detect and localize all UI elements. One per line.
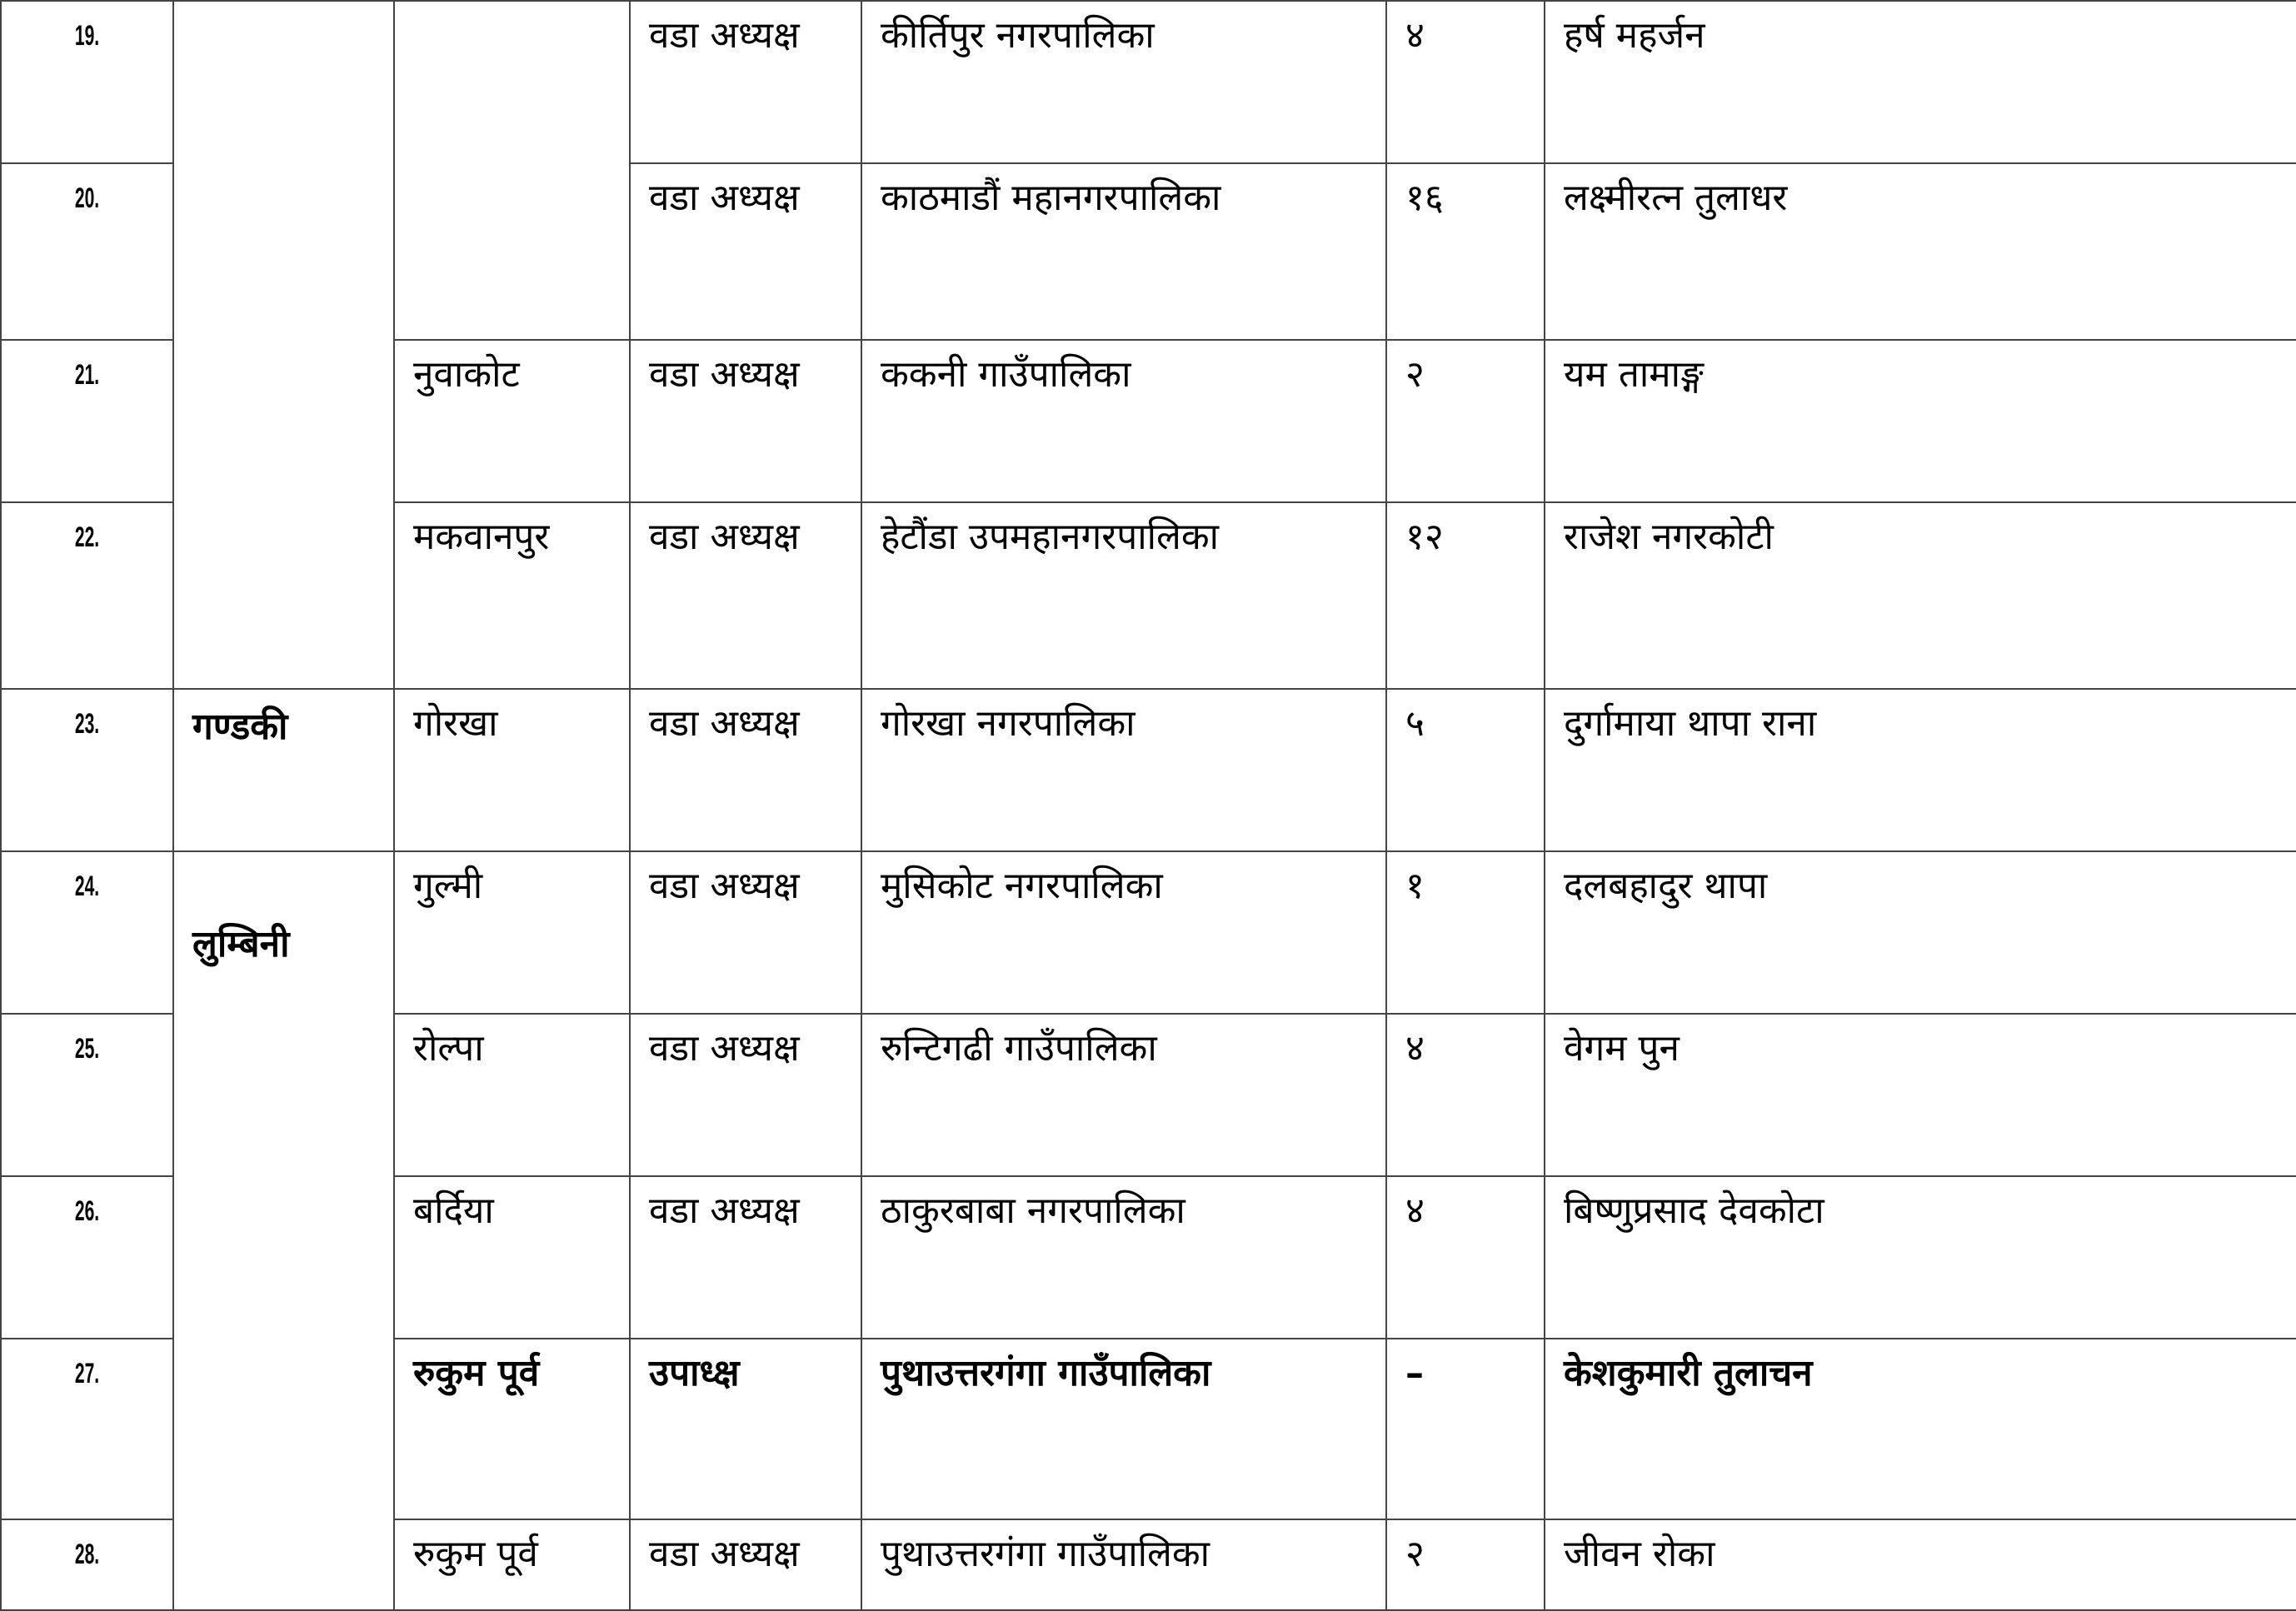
person-name: वेगम पुन	[1564, 1027, 1680, 1070]
ward: १६	[1405, 177, 1444, 219]
local-level: ठाकुरबाबा नगरपालिका	[881, 1190, 1185, 1232]
district: रुकुम पूर्व	[413, 1533, 538, 1575]
district-cell	[394, 689, 630, 851]
person-name: दलबहादुर थापा	[1564, 865, 1768, 907]
post-cell	[630, 502, 861, 689]
serial-cell	[1, 1, 173, 163]
post-cell	[630, 1014, 861, 1176]
local-level-cell	[861, 851, 1386, 1014]
serial-cell	[1, 163, 173, 340]
name-cell	[1545, 1014, 2296, 1176]
post-cell	[630, 689, 861, 851]
name-cell	[1545, 163, 2296, 340]
post: वडा अध्यक्ष	[649, 1027, 800, 1070]
serial-number: 26.	[74, 1195, 100, 1227]
post: वडा अध्यक्ष	[649, 1533, 800, 1575]
name-cell	[1545, 1339, 2296, 1519]
district-cell	[394, 1339, 630, 1519]
province: गण्डकी	[192, 706, 288, 748]
serial-number: 20.	[74, 182, 100, 214]
name-cell	[1545, 1519, 2296, 1610]
local-level-cell	[861, 502, 1386, 689]
local-level: ककनी गाउँपालिका	[881, 353, 1131, 396]
person-name: राजेश नगरकोटी	[1564, 516, 1774, 558]
person-name: केशकुमारी तुलाचन	[1564, 1352, 1813, 1394]
ward: २	[1405, 353, 1425, 396]
ward-cell	[1386, 163, 1545, 340]
post-cell	[630, 340, 861, 502]
district-cell	[394, 340, 630, 502]
name-cell	[1545, 851, 2296, 1014]
person-name: हर्ष महर्जन	[1564, 14, 1705, 57]
table-row	[1, 1, 2296, 163]
person-name: यम तामाङ्ग	[1564, 353, 1704, 396]
ward: ४	[1405, 14, 1425, 57]
serial-cell	[1, 340, 173, 502]
local-level: काठमाडौं महानगरपालिका	[881, 177, 1221, 219]
ward-cell	[1386, 1014, 1545, 1176]
serial-number: 25.	[74, 1033, 100, 1065]
ward-cell	[1386, 1519, 1545, 1610]
district-cell	[394, 1014, 630, 1176]
ward-cell	[1386, 502, 1545, 689]
district: रोल्पा	[413, 1027, 484, 1070]
post: वडा अध्यक्ष	[649, 516, 800, 558]
post-cell	[630, 1176, 861, 1339]
name-cell	[1545, 1176, 2296, 1339]
ward-cell	[1386, 851, 1545, 1014]
local-level-cell	[861, 1519, 1386, 1610]
post: वडा अध्यक्ष	[649, 353, 800, 396]
local-level: मुसिकोट नगरपालिका	[881, 865, 1163, 907]
district-cell	[394, 851, 630, 1014]
serial-cell	[1, 851, 173, 1014]
name-cell	[1545, 1, 2296, 163]
person-name: जीवन रोका	[1564, 1533, 1715, 1575]
post-cell	[630, 1519, 861, 1610]
local-level-cell	[861, 1014, 1386, 1176]
ward: १	[1405, 865, 1425, 907]
ward-cell	[1386, 1339, 1545, 1519]
post-cell	[630, 1, 861, 163]
local-level: पुथाउत्तरगंगा गाउँपालिका	[881, 1352, 1211, 1394]
serial-number: 28.	[74, 1539, 100, 1570]
post-cell	[630, 851, 861, 1014]
local-level: गोरखा नगरपालिका	[881, 702, 1136, 745]
post: वडा अध्यक्ष	[649, 177, 800, 219]
province-cell	[173, 689, 394, 851]
serial-cell	[1, 689, 173, 851]
ward: ५	[1405, 702, 1425, 745]
province-cell	[173, 1, 394, 689]
district-cell	[394, 1519, 630, 1610]
district: गोरखा	[413, 702, 498, 745]
ward: २	[1405, 1533, 1425, 1575]
district: रुकुम पूर्व	[413, 1352, 540, 1394]
serial-number: 27.	[74, 1358, 100, 1389]
post: वडा अध्यक्ष	[649, 865, 800, 907]
table-row	[1, 851, 2296, 1014]
local-level: रुन्टिगढी गाउँपालिका	[881, 1027, 1157, 1070]
table-row	[1, 689, 2296, 851]
post-cell	[630, 163, 861, 340]
post: वडा अध्यक्ष	[649, 14, 800, 57]
local-level-cell	[861, 1, 1386, 163]
serial-number: 23.	[74, 708, 100, 740]
ward: –	[1405, 1352, 1424, 1394]
serial-cell	[1, 1339, 173, 1519]
name-cell	[1545, 689, 2296, 851]
district-cell	[394, 1, 630, 340]
district-cell	[394, 1176, 630, 1339]
ward-cell	[1386, 340, 1545, 502]
district: बर्दिया	[413, 1190, 494, 1232]
serial-number: 19.	[74, 20, 100, 52]
post: वडा अध्यक्ष	[649, 702, 800, 745]
local-level-cell	[861, 163, 1386, 340]
serial-number: 24.	[74, 870, 100, 902]
district: नुवाकोट	[413, 353, 520, 396]
ward-cell	[1386, 1176, 1545, 1339]
province: लुम्बिनी	[192, 923, 290, 965]
local-level: हेटौंडा उपमहानगरपालिका	[881, 516, 1220, 558]
person-name: दुर्गामाया थापा राना	[1564, 702, 1817, 745]
post-cell	[630, 1339, 861, 1519]
local-level: पुथाउत्तरगंगा गाउँपालिका	[881, 1533, 1210, 1575]
province-cell	[173, 851, 394, 1610]
ward: ४	[1405, 1027, 1425, 1070]
serial-cell	[1, 1014, 173, 1176]
ward-cell	[1386, 1, 1545, 163]
serial-cell	[1, 502, 173, 689]
post: उपाध्क्ष	[649, 1352, 740, 1394]
local-level-cell	[861, 1176, 1386, 1339]
local-level: कीर्तिपुर नगरपालिका	[881, 14, 1155, 57]
post: वडा अध्यक्ष	[649, 1190, 800, 1232]
person-name: लक्ष्मीरत्न तुलाधर	[1564, 177, 1788, 219]
name-cell	[1545, 502, 2296, 689]
district: गुल्मी	[413, 865, 483, 907]
serial-cell	[1, 1176, 173, 1339]
serial-number: 22.	[74, 521, 100, 553]
district-cell	[394, 502, 630, 689]
local-level-cell	[861, 689, 1386, 851]
ward-cell	[1386, 689, 1545, 851]
district: मकवानपुर	[413, 516, 550, 558]
name-cell	[1545, 340, 2296, 502]
serial-number: 21.	[74, 359, 100, 391]
local-level-cell	[861, 340, 1386, 502]
ward: ४	[1405, 1190, 1425, 1232]
person-name: बिष्णुप्रसाद देवकोटा	[1564, 1190, 1824, 1232]
ward: १२	[1405, 516, 1444, 558]
serial-cell	[1, 1519, 173, 1610]
local-level-cell	[861, 1339, 1386, 1519]
